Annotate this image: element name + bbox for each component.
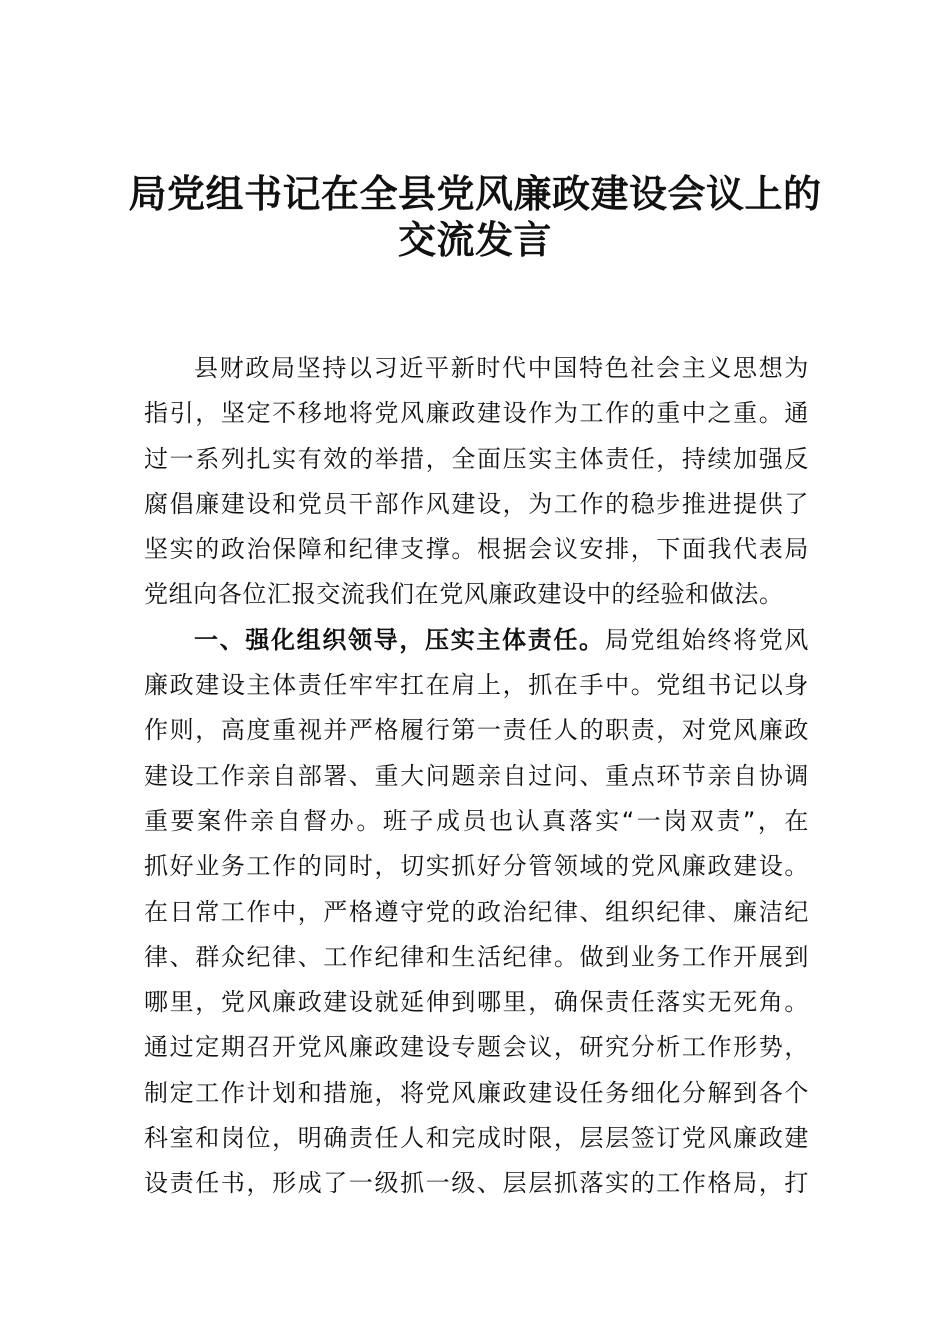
paragraph-1-line: 县财政局坚持以习近平新时代中国特色社会主义思想为 [194,354,809,382]
paragraph-2-line: 制定工作计划和措施，将党风廉政建设任务细化分解到各个 [144,1078,809,1107]
section-heading: 一、强化组织领导，压实主体责任。 [194,625,605,654]
document-body [144,346,809,1207]
paragraph-2-first-line-text: 局党组始终将党风 [604,625,809,654]
paragraph-2-line: 廉政建设主体责任牢牢扛在肩上，抓在手中。党组书记以身 [144,671,809,700]
paragraph-2-line: 律、群众纪律、工作纪律和生活纪律。做到业务工作开展到 [144,942,809,971]
paragraph-1-line: 党组向各位汇报交流我们在党风廉政建设中的经验和做法。 [144,580,784,609]
paragraph-2-line: 在日常工作中，严格遵守党的政治纪律、组织纪律、廉洁纪 [144,897,809,926]
paragraph-2-line: 设责任书，形成了一级抓一级、层层抓落实的工作格局，打 [144,1169,809,1198]
paragraph-2-line: 建设工作亲自部署、重大问题亲自过问、重点环节亲自协调 [144,761,809,790]
paragraph-2-line: 科室和岗位，明确责任人和完成时限，层层签订党风廉政建 [144,1124,809,1153]
paragraph-1-line: 腐倡廉建设和党员干部作风建设，为工作的稳步推进提供了 [144,489,809,518]
paragraph-1-line: 指引，坚定不移地将党风廉政建设作为工作的重中之重。通 [144,399,809,428]
paragraph-2-line: 通过定期召开党风廉政建设专题会议，研究分析工作形势， [144,1033,809,1062]
paragraph-2-line: 哪里，党风廉政建设就延伸到哪里，确保责任落实无死角。 [144,988,809,1017]
paragraph-2-line: 抓好业务工作的同时，切实抓好分管领域的党风廉政建设。 [144,852,809,881]
paragraph-1-line: 过一系列扎实有效的举措，全面压实主体责任，持续加强反 [144,444,809,473]
paragraph-2-first-line [144,618,809,663]
paragraph-2-line: 作则，高度重视并严格履行第一责任人的职责，对党风廉政 [144,716,809,745]
paragraph-2-line: 重要案件亲自督办。班子成员也认真落实“一岗双责”，在 [144,806,809,835]
document-title-line-1: 局党组书记在全县党风廉政建设会议上的 [128,171,822,216]
paragraph-1-line: 坚实的政治保障和纪律支撑。根据会议安排，下面我代表局 [144,535,809,564]
document-title-line-2: 交流发言 [397,217,552,262]
